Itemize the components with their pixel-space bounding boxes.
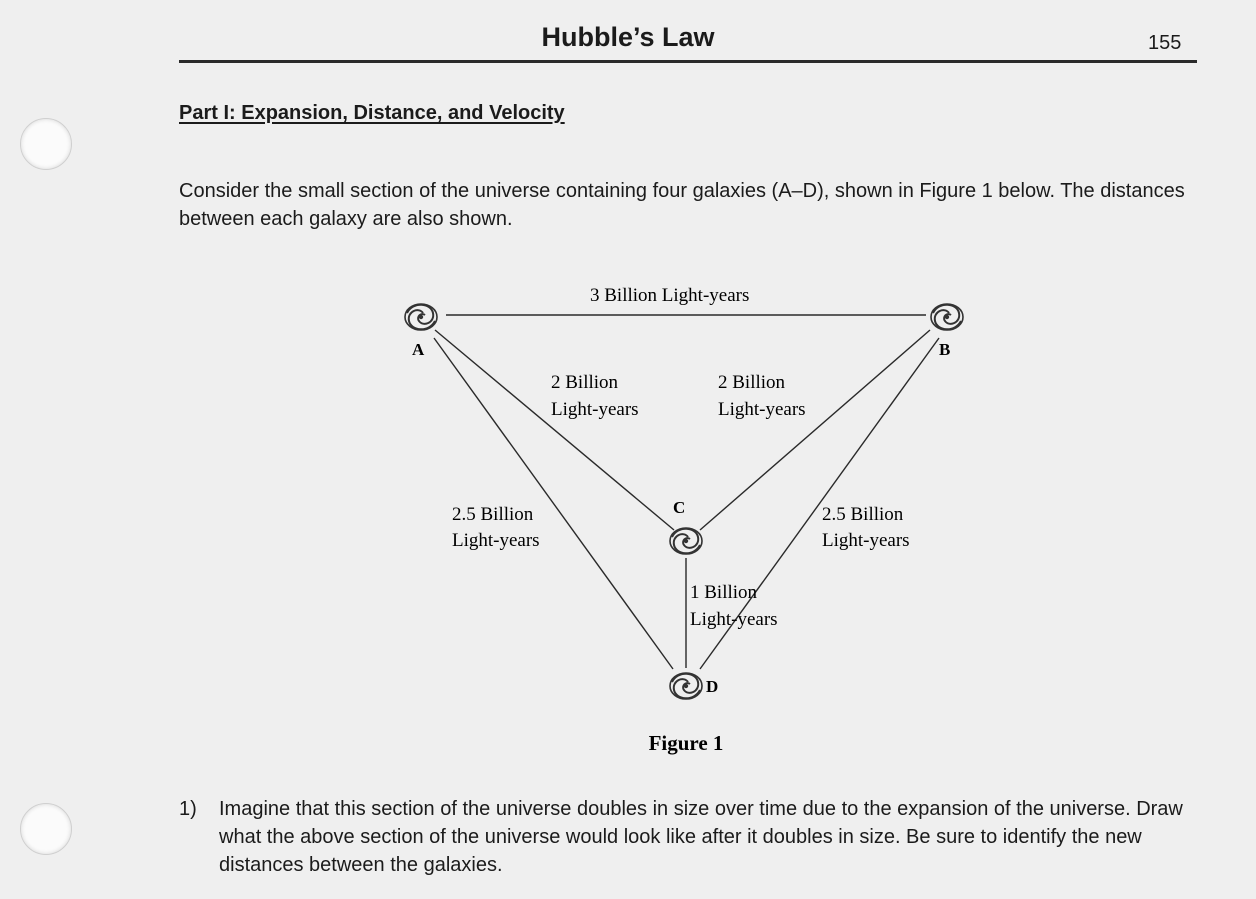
distance-a-c-label-line2: Light-years: [551, 399, 639, 420]
distance-b-d-label-line1: 2.5 Billion: [822, 504, 904, 525]
distance-c-d-label-line1: 1 Billion: [690, 582, 758, 603]
galaxy-d-label: D: [706, 677, 719, 696]
distance-b-d-label-line2: Light-years: [822, 530, 910, 551]
distance-a-d-label-line2: Light-years: [452, 530, 540, 551]
distance-a-c-label-line1: 2 Billion: [551, 372, 619, 393]
question-text: Imagine that this section of the universe doubles in size over time due to the expansion of the universe. Draw what the above section of the universe would look like after it doubles in size. Be sure to identify the new distances between the galaxies.: [219, 798, 1183, 876]
distance-a-d-label-line1: 2.5 Billion: [452, 504, 534, 525]
galaxy-c-label: C: [673, 498, 686, 517]
line-b-c: [700, 330, 930, 530]
distance-b-c-label-line1: 2 Billion: [718, 372, 786, 393]
line-a-c: [435, 330, 674, 530]
figure-caption: Figure 1: [648, 731, 724, 755]
section-heading: Part I: Expansion, Distance, and Velocity: [179, 102, 565, 124]
galaxy-a-label: A: [412, 340, 425, 359]
galaxy-d-icon: [670, 673, 702, 699]
question-number: 1): [179, 798, 197, 820]
distance-b-c-label-line2: Light-years: [718, 399, 806, 420]
galaxy-a-icon: [405, 304, 437, 330]
page-number: 155: [1148, 32, 1182, 54]
distance-a-b-label: 3 Billion Light-years: [590, 285, 750, 306]
galaxy-c-icon: [670, 528, 702, 554]
page-title: Hubble’s Law: [541, 22, 715, 52]
galaxy-b-label: B: [939, 340, 951, 359]
galaxy-b-icon: [931, 304, 963, 330]
distance-c-d-label-line2: Light-years: [690, 609, 778, 630]
intro-paragraph: Consider the small section of the universe containing four galaxies (A–D), shown in Figure 1 below. The distances between each galaxy are also shown.: [179, 180, 1185, 230]
